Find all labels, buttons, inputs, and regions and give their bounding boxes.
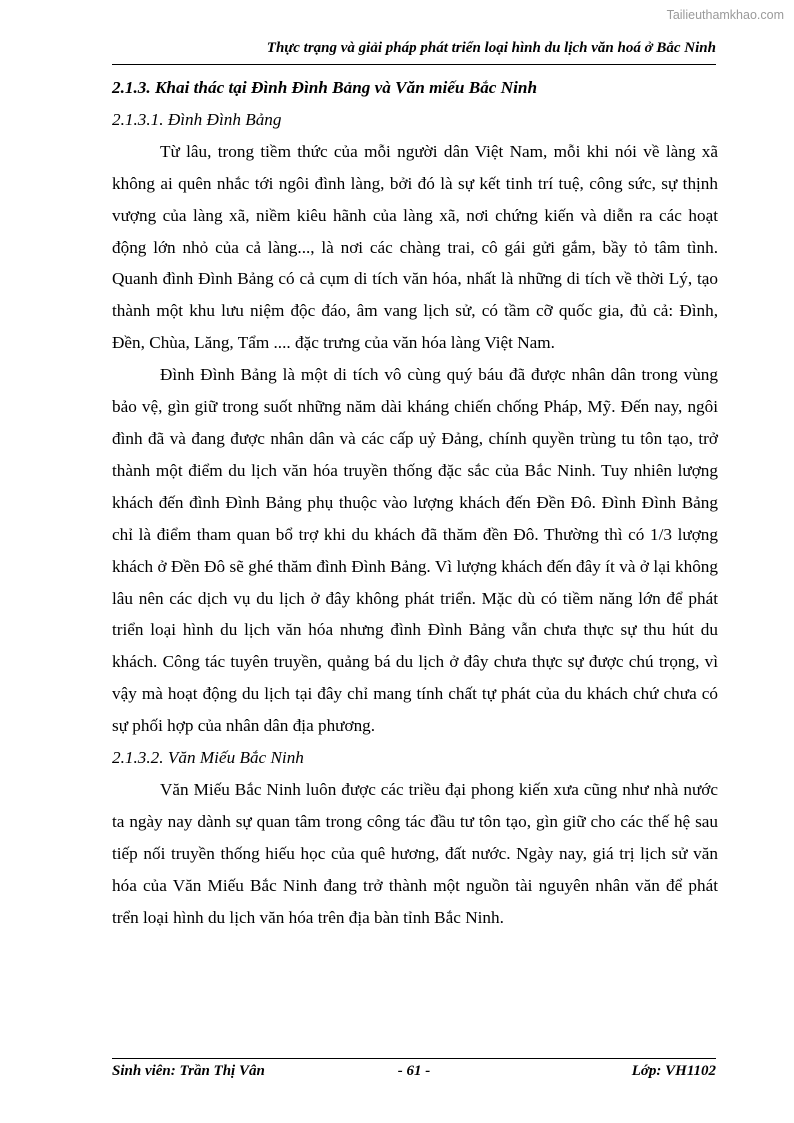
- subsection-heading-dinh-bang: 2.1.3.1. Đình Đình Bảng: [112, 109, 282, 129]
- footer-student: Sinh viên: Trần Thị Vân: [112, 1063, 265, 1079]
- page-number: - 61 -: [397, 1063, 431, 1079]
- page-footer: [112, 1058, 716, 1085]
- watermark: Tailieuthamkhao.com: [666, 8, 784, 22]
- subsection-heading-van-mieu: 2.1.3.2. Văn Miếu Bắc Ninh: [112, 748, 304, 768]
- paragraph: Từ lâu, trong tiềm thức của mỗi người dân Việt Nam, mỗi khi nói về làng xã không ai quên nhắc tới ngôi đình làng, bởi đó là sự kết tinh trí tuệ, công sức, sự thịnh vượng của làng xã, niềm kiêu hãnh của làng xã, nơi chứng kiến và diễn ra các hoạt động lớn nhỏ của cả làng..., là nơi các chàng trai, cô gái gửi gắm, bầy tỏ tâm tình. Quanh đình Đình Bảng có cả cụm di tích văn hóa, nhất là những di tích về thời Lý, tạo thành một khu lưu niệm độc đáo, âm vang lịch sử, có tầm cỡ quốc gia, đủ cả: Đình, Đền, Chùa, Lăng, Tẩm .... đặc trưng của văn hóa làng Việt Nam.: [112, 141, 718, 353]
- document-body: [112, 72, 718, 933]
- paragraph: Đình Đình Bảng là một di tích vô cùng quý báu đã được nhân dân trong vùng bảo vệ, gìn giữ trong suốt những năm dài kháng chiến chống Pháp, Mỹ. Đến nay, ngôi đình đã và đang được nhân dân và các cấp uỷ Đảng, chính quyền trùng tu tôn tạo, trở thành một điểm du lịch văn hóa truyền thống đặc sắc của Bắc Ninh. Tuy nhiên lượng khách đến đình Đình Bảng phụ thuộc vào lượng khách đến Đền Đô. Đình Đình Bảng chỉ là điểm tham quan bổ trợ khi du khách đã thăm đền Đô. Thường thì có 1/3 lượng khách ở Đền Đô sẽ ghé thăm đình Đình Bảng. Vì lượng khách đến đây ít và ở lại không lâu nên các dịch vụ du lịch ở đây không phát triển. Mặc dù có tiềm năng lớn để phát triển loại hình du lịch văn hóa nhưng đình Đình Bảng vẫn chưa thực sự thu hút du khách. Công tác tuyên truyền, quảng bá du lịch ở đây chưa thực sự được chú trọng, vì vậy mà hoạt động du lịch tại đây chỉ mang tính chất tự phát của du khách chứ chưa có sự phối hợp của nhân dân địa phương.: [112, 365, 718, 736]
- paragraph: Văn Miếu Bắc Ninh luôn được các triều đại phong kiến xưa cũng như nhà nước ta ngày nay dành sự quan tâm trong công tác đầu tư tôn tạo, gìn giữ cho các thế hệ sau tiếp nối truyền thống hiếu học của quê hương, đất nước. Ngày nay, giá trị lịch sử văn hóa của Văn Miếu Bắc Ninh đang trở thành một nguồn tài nguyên nhân văn để phát trển loại hình du lịch văn hóa trên địa bàn tỉnh Bắc Ninh.: [112, 779, 718, 927]
- page-header: Thực trạng và giải pháp phát triển loại hình du lịch văn hoá ở Bắc Ninh: [112, 40, 716, 65]
- footer-class: Lớp: VH1102: [631, 1063, 716, 1079]
- section-heading: 2.1.3. Khai thác tại Đình Đình Bảng và Văn miếu Bắc Ninh: [112, 78, 538, 97]
